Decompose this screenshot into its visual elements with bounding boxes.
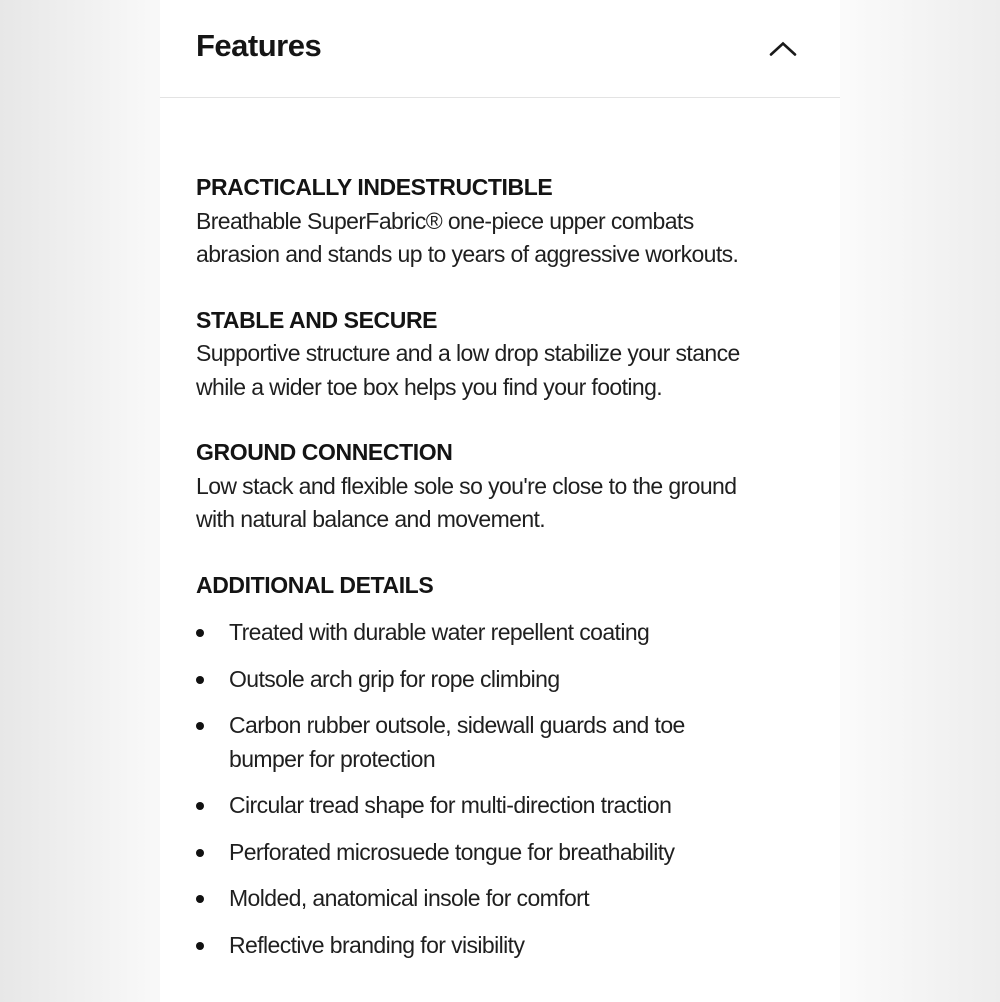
feature-section-practically-indestructible (196, 171, 800, 272)
list-item (196, 836, 800, 870)
section-text-line: Supportive structure and a low drop stabilize your stance (196, 340, 740, 366)
features-accordion-header[interactable] (160, 0, 840, 98)
bullet-text: bumper for protection (229, 745, 436, 772)
feature-section-additional-details (196, 569, 800, 963)
section-heading: PRACTICALLY INDESTRUCTIBLE (196, 174, 553, 200)
bullet-text: Molded, anatomical insole for comfort (229, 885, 590, 911)
section-heading: ADDITIONAL DETAILS (196, 571, 434, 598)
section-heading: STABLE AND SECURE (196, 306, 438, 333)
list-item (196, 616, 800, 650)
section-text-line: Low stack and flexible sole so you're close to the ground (196, 472, 737, 499)
list-item (196, 882, 800, 916)
bullet-dot-icon (196, 942, 204, 950)
bullet-text: Carbon rubber outsole, sidewall guards and toe (229, 712, 685, 738)
bullet-dot-icon (196, 676, 204, 684)
bullet-dot-icon (196, 722, 204, 730)
bullet-text: Circular tread shape for multi-direction traction (229, 792, 672, 818)
list-item (196, 929, 800, 963)
chevron-up-icon[interactable] (768, 41, 798, 57)
bullet-dot-icon (196, 802, 204, 810)
bullet-text: Reflective branding for visibility (229, 931, 525, 958)
list-item (196, 663, 800, 697)
section-heading: GROUND CONNECTION (196, 439, 453, 465)
section-text-line: while a wider toe box helps you find your footing. (196, 373, 663, 400)
list-item (196, 789, 800, 823)
bullet-dot-icon (196, 895, 204, 903)
bullet-text: Perforated microsuede tongue for breathability (229, 838, 675, 865)
section-text-line: Breathable SuperFabric® one-piece upper combats (196, 207, 694, 234)
additional-details-list (196, 616, 800, 962)
accordion-title: Features (196, 27, 322, 63)
list-item (196, 709, 800, 776)
bullet-text: Outsole arch grip for rope climbing (229, 665, 560, 692)
feature-section-stable-and-secure (196, 304, 800, 405)
feature-section-ground-connection (196, 436, 800, 537)
bullet-text: Treated with durable water repellent coating (229, 619, 650, 645)
features-content (160, 98, 840, 1002)
bullet-dot-icon (196, 629, 204, 637)
features-card (160, 0, 840, 1002)
section-text-line: with natural balance and movement. (196, 506, 546, 532)
bullet-dot-icon (196, 849, 204, 857)
section-text-line: abrasion and stands up to years of aggressive workouts. (196, 241, 739, 267)
